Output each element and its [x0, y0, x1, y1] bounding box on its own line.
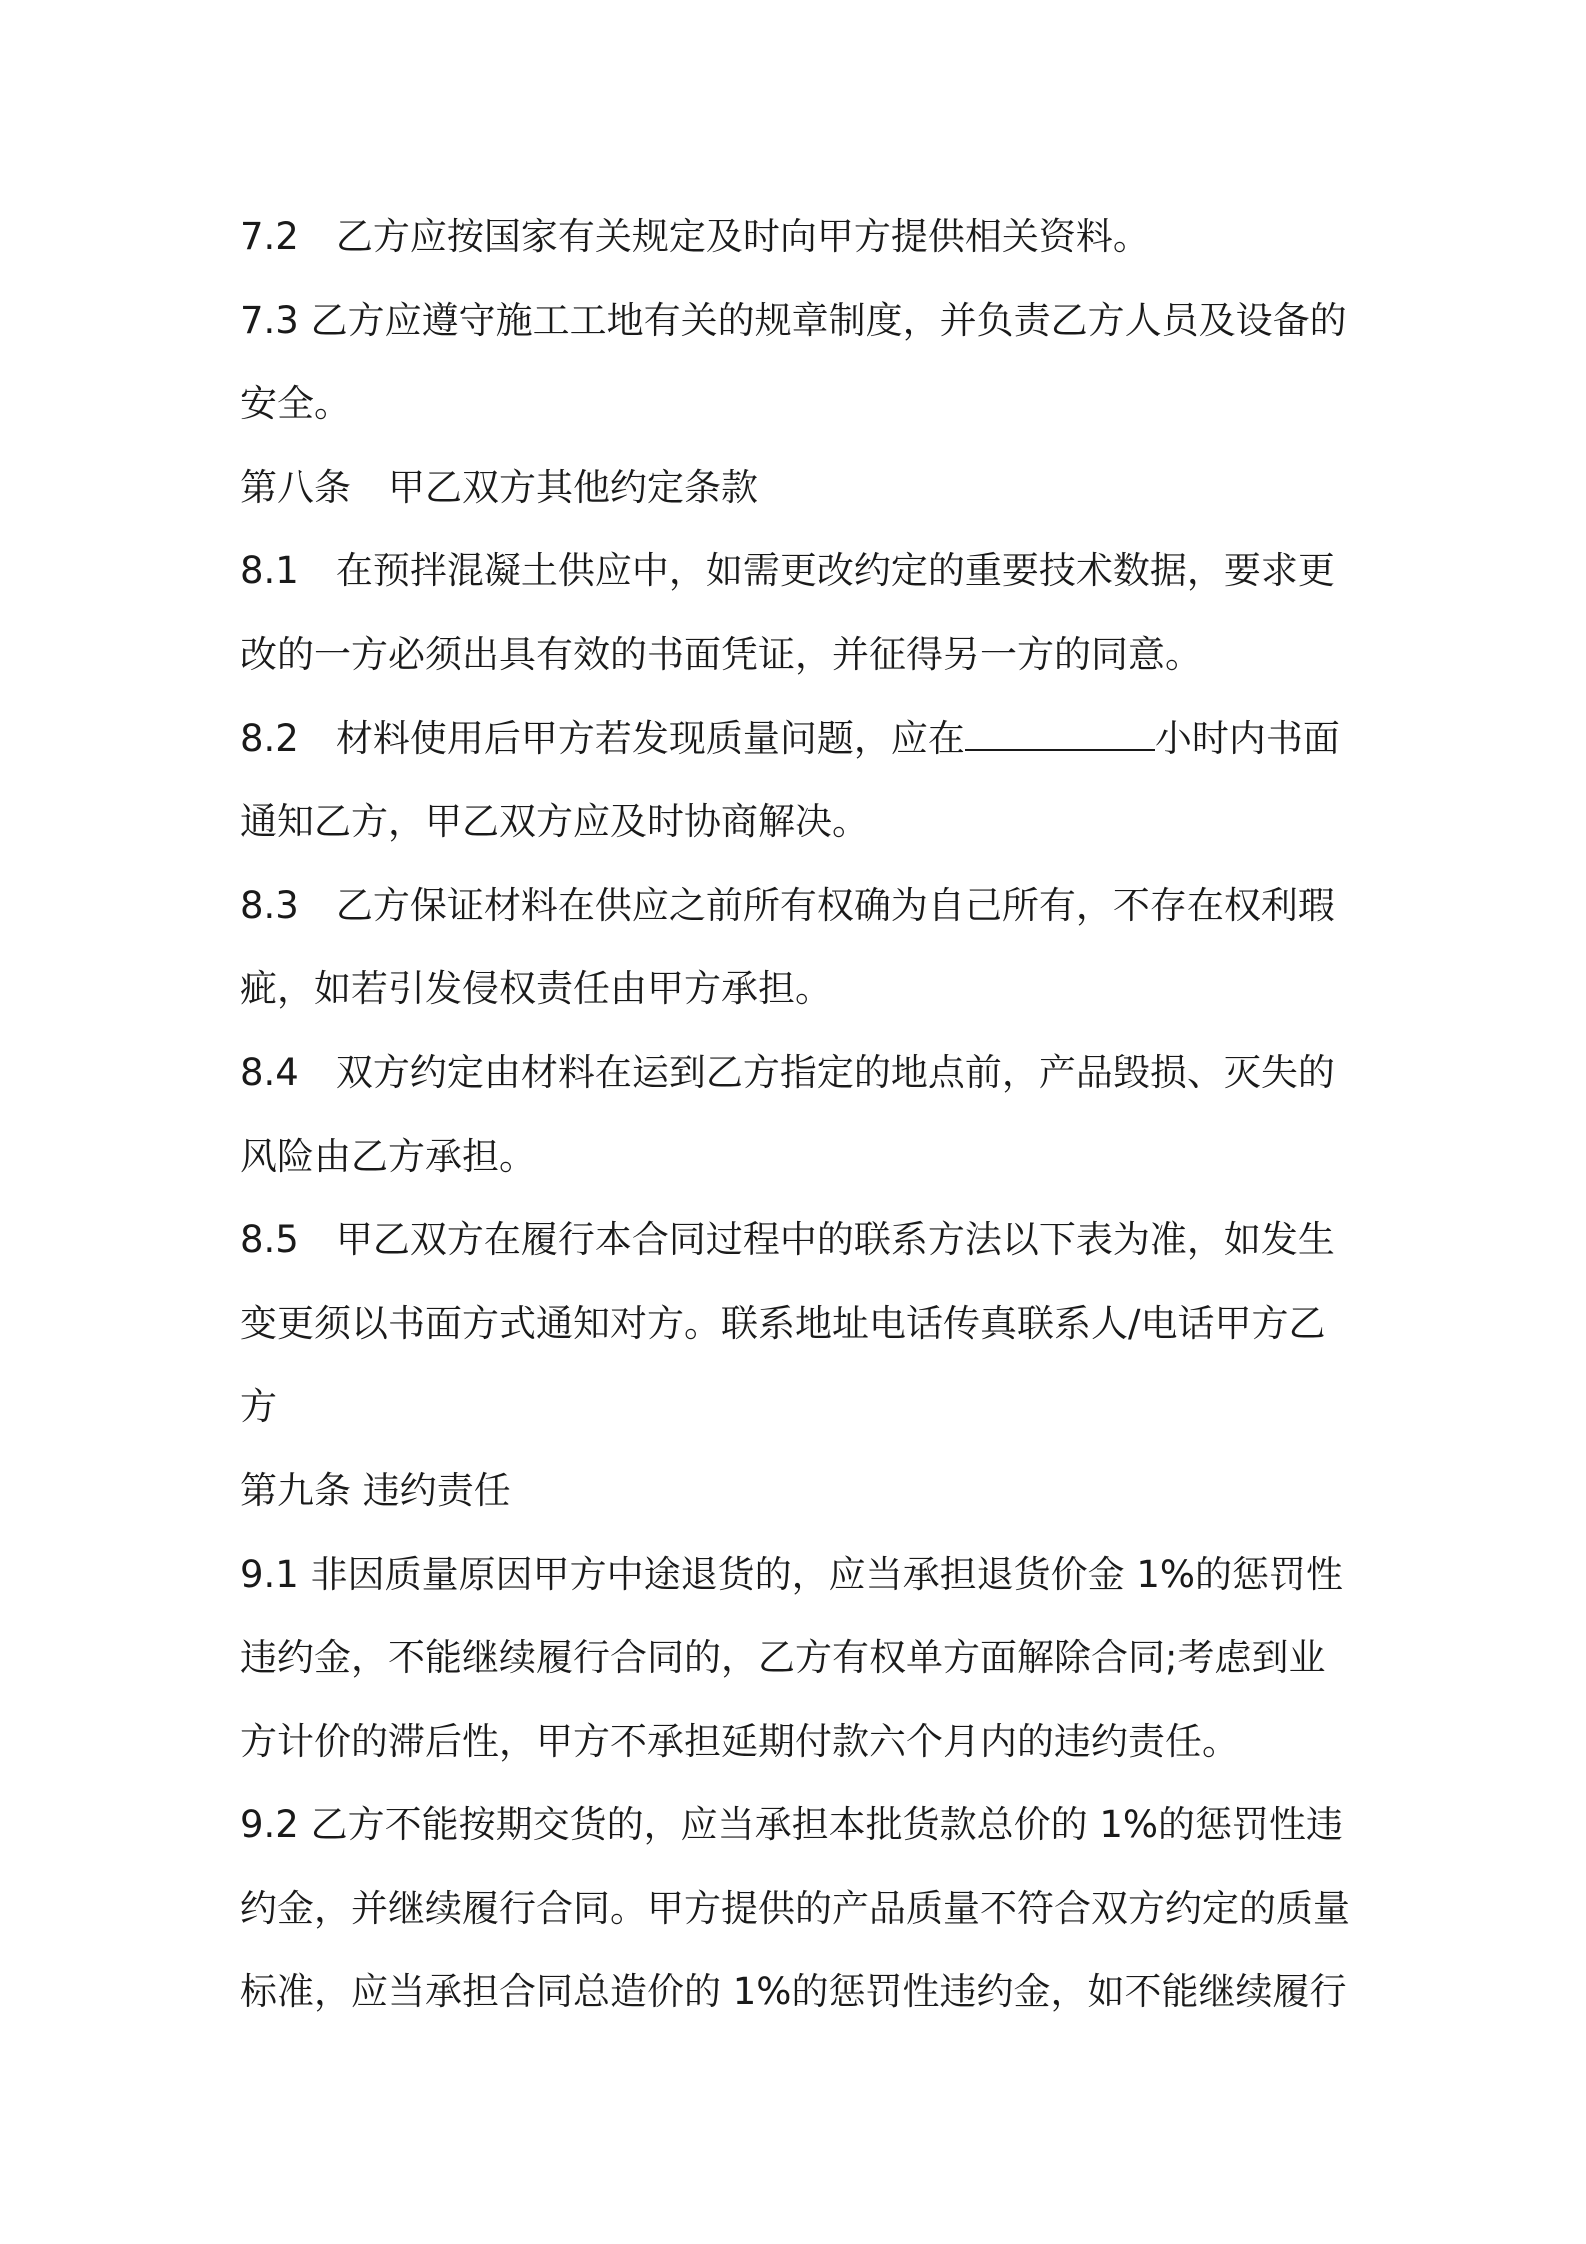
article-8-heading: 第八条 甲乙双方其他约定条款	[240, 465, 758, 509]
clause-8-4-line-2: 风险由乙方承担。	[240, 1134, 536, 1178]
clause-9-2-line-2: 约金，并继续履行合同。甲方提供的产品质量不符合双方约定的质量	[240, 1886, 1350, 1930]
article-9-heading: 第九条 违约责任	[240, 1468, 511, 1512]
clause-9-2-line-1: 9.2 乙方不能按期交货的，应当承担本批货款总价的 1%的惩罚性违	[240, 1803, 1344, 1847]
contract-text	[240, 195, 1360, 2034]
clause-8-4-line-1: 8.4 双方约定由材料在运到乙方指定的地点前，产品毁损、灭失的	[240, 1050, 1335, 1094]
clause-9-2-line-3: 标准，应当承担合同总造价的 1%的惩罚性违约金，如不能继续履行	[240, 1970, 1347, 2014]
clause-8-2-head: 8.2 材料使用后甲方若发现质量问题，应在	[240, 716, 965, 760]
clause-9-1-line-2: 违约金，不能继续履行合同的，乙方有权单方面解除合同;考虑到业	[240, 1636, 1326, 1680]
clause-9-1-line-1: 9.1 非因质量原因甲方中途退货的，应当承担退货价金 1%的惩罚性	[240, 1552, 1344, 1596]
clause-8-3-line-1: 8.3 乙方保证材料在供应之前所有权确为自己所有，不存在权利瑕	[240, 883, 1335, 927]
clause-8-5-line-2: 变更须以书面方式通知对方。联系地址电话传真联系人/电话甲方乙	[240, 1301, 1326, 1345]
clause-8-5-line-1: 8.5 甲乙双方在履行本合同过程中的联系方法以下表为准，如发生	[240, 1218, 1335, 1262]
clause-8-2-tail: 小时内书面	[1154, 716, 1340, 760]
clause-8-1-line-2: 改的一方必须出具有效的书面凭证，并征得另一方的同意。	[240, 632, 1202, 676]
clause-7-2: 7.2 乙方应按国家有关规定及时向甲方提供相关资料。	[240, 215, 1150, 258]
fill-in-blank	[965, 721, 1155, 751]
clause-8-3-line-2: 疵，如若引发侵权责任由甲方承担。	[240, 967, 832, 1011]
clause-8-2-line-2: 通知乙方，甲乙双方应及时协商解决。	[240, 800, 869, 844]
clause-8-1-line-1: 8.1 在预拌混凝土供应中，如需更改约定的重要技术数据，要求更	[240, 549, 1335, 593]
clause-7-3-line-1: 7.3 乙方应遵守施工工地有关的规章制度，并负责乙方人员及设备的	[240, 298, 1347, 342]
clause-7-3-line-2: 安全。	[240, 382, 351, 426]
clause-8-2-line-1	[240, 697, 1360, 781]
clause-9-1-line-3: 方计价的滞后性，甲方不承担延期付款六个月内的违约责任。	[240, 1719, 1239, 1763]
clause-8-5-line-3: 方	[240, 1385, 277, 1429]
